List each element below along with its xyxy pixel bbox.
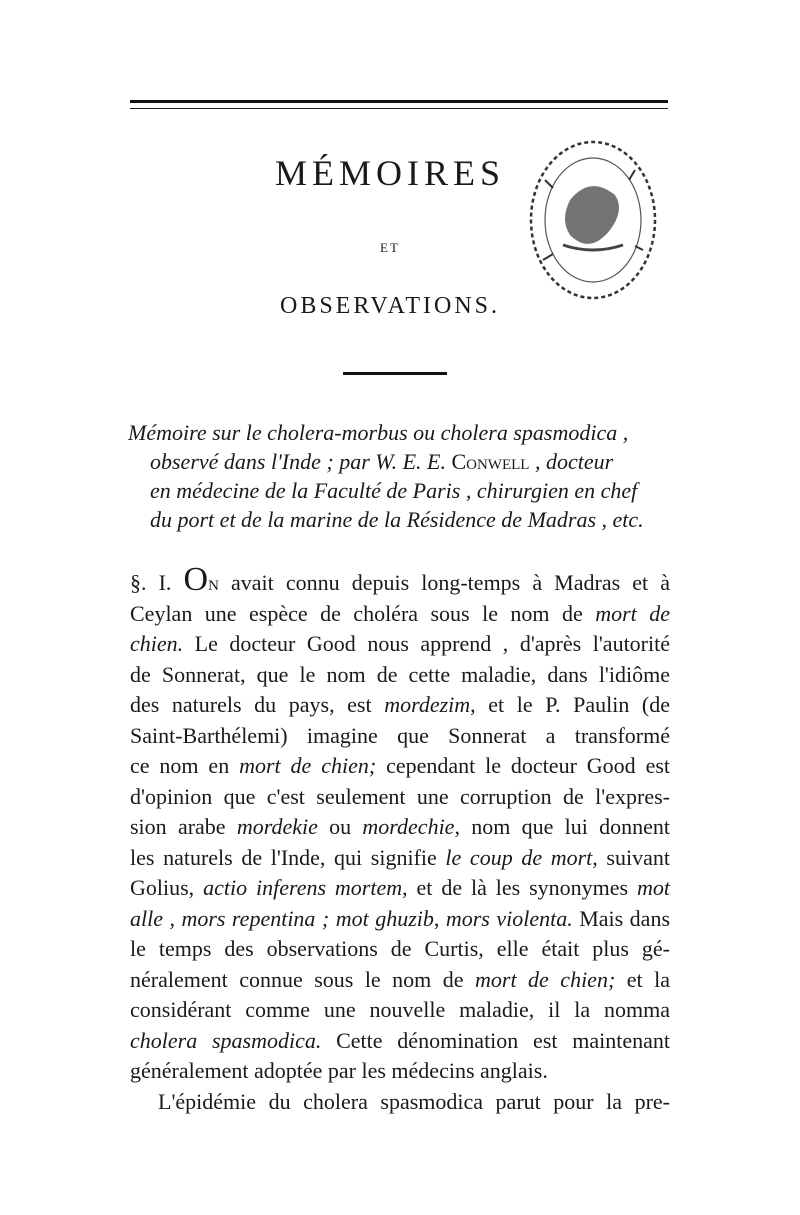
text-line: les naturels de l'Inde, qui signifie le coup de mort, suivant — [130, 844, 670, 870]
text-line: néralement connue sous le nom de mort de chien; et la — [130, 966, 670, 992]
section-divider — [343, 372, 447, 375]
heading-line: du port et de la marine de la Résidence de Madras , etc. — [150, 507, 644, 532]
memoir-heading — [128, 418, 673, 534]
text-line: généralement adoptée par les médecins anglais. — [130, 1058, 548, 1083]
heading-line: en médecine de la Faculté de Paris , chirurgien en chef — [150, 478, 638, 503]
author-name: Conwell — [451, 449, 530, 474]
drop-cap: O — [183, 561, 209, 598]
text-line: chien. Le docteur Good nous apprend , d'après l'autorité — [130, 631, 670, 656]
text-line: sion arabe mordekie ou mordechie, nom que lui donnent — [130, 814, 670, 839]
text-line: considérant comme une nouvelle maladie, il la nomma — [130, 997, 670, 1022]
heading-line: Mémoire sur le cholera-morbus ou cholera spasmodica , — [128, 420, 629, 445]
library-stamp-icon — [515, 130, 665, 320]
top-double-rule — [130, 100, 668, 114]
text-line: le temps des observations de Curtis, elle était plus gé- — [130, 936, 670, 961]
text-line: cholera spasmodica. Cette dénomination est maintenant — [130, 1027, 670, 1053]
page-subtitle: OBSERVATIONS. — [279, 293, 500, 319]
title-conjunction: ET — [380, 240, 400, 255]
text-line: L'épidémie du cholera spasmodica parut pour la pre- — [158, 1088, 670, 1114]
heading-line: observé dans l'Inde ; par W. E. E. Conwell , docteur — [150, 449, 614, 474]
text-line: Ceylan une espèce de choléra sous le nom de mort de — [130, 600, 671, 626]
text-line: d'opinion que c'est seulement une corruption de l'expres- — [130, 783, 670, 809]
text-line: des naturels du pays, est mordezim, et le P. Paulin (de — [130, 692, 670, 717]
text-line: alle , mors repentina ; mot ghuzib, mors violenta. Mais dans — [130, 905, 671, 931]
text-line: Golius, actio inferens mortem, et de là les synonymes mot — [130, 875, 670, 900]
page-title: MÉMOIRES — [274, 153, 506, 193]
text-line: §. I. On avait connu depuis long-temps à Madras et à — [130, 561, 670, 598]
text-line: ce nom en mort de chien; cependant le docteur Good est — [130, 753, 671, 778]
text-line: de Sonnerat, que le nom de cette maladie, dans l'idiôme — [130, 661, 670, 687]
text-line: Saint-Barthélemi) imagine que Sonnerat a transformé — [130, 722, 670, 748]
body-paragraph — [130, 561, 671, 1117]
